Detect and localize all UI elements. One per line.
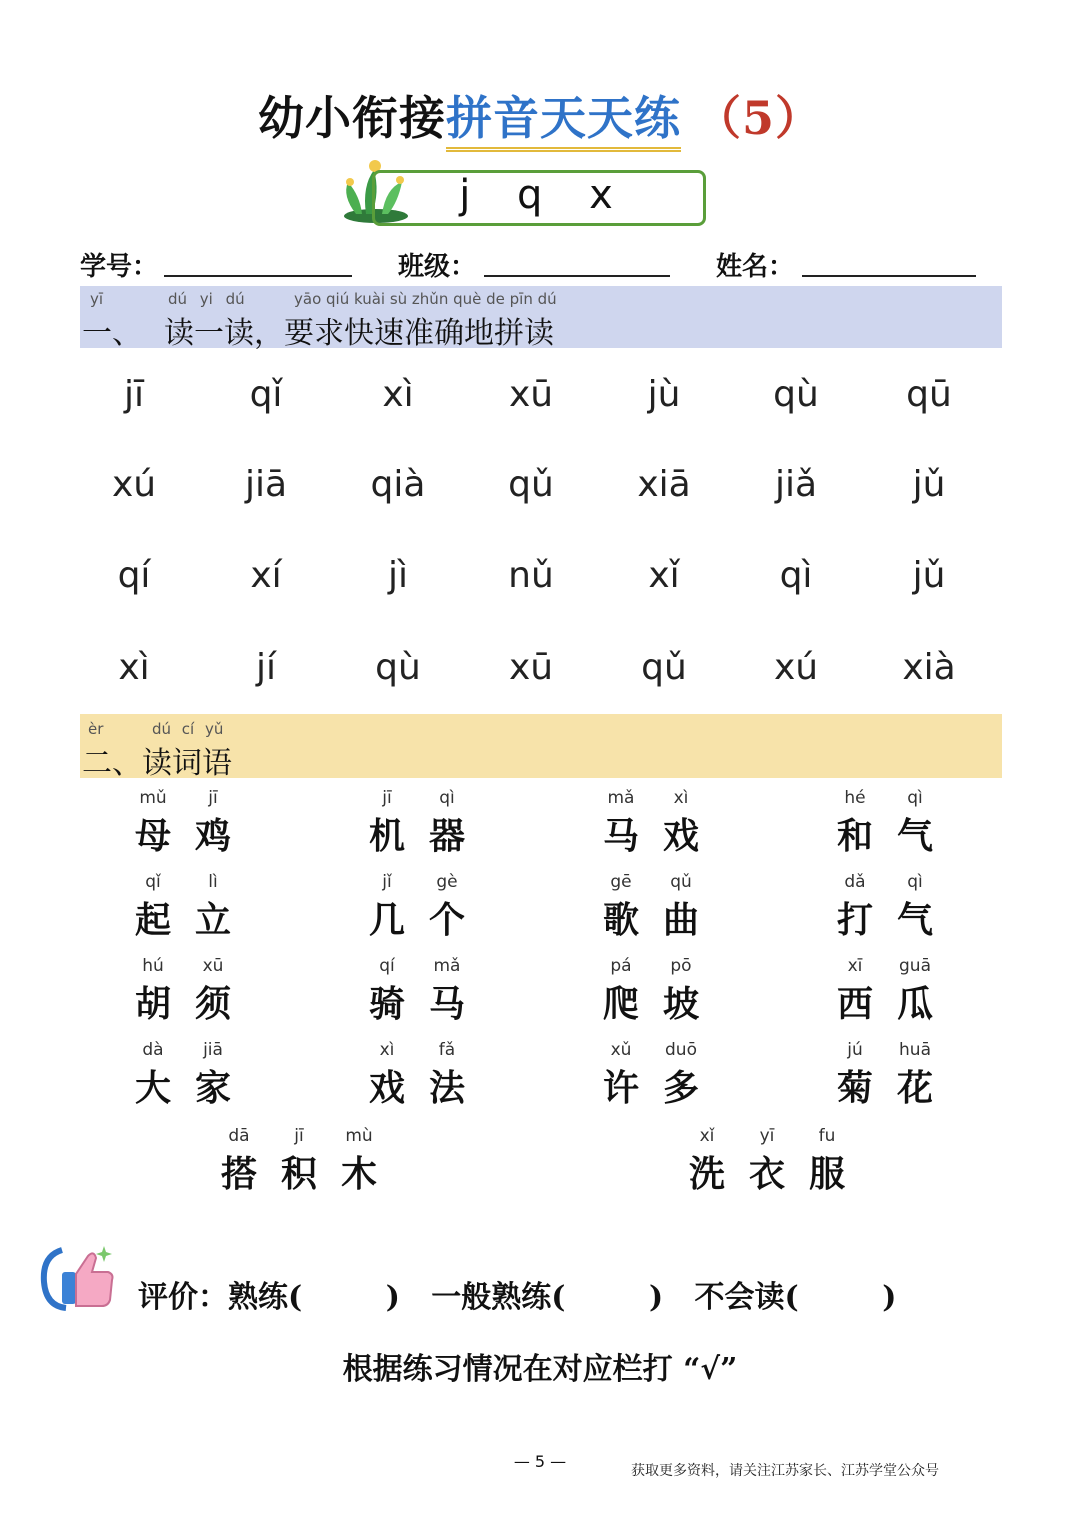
word-char: 器 bbox=[428, 815, 465, 857]
word-pinyin: jǐ bbox=[382, 872, 392, 892]
instruction-note: 根据练习情况在对应栏打 “√” bbox=[342, 1352, 738, 1387]
syllable: xú bbox=[773, 647, 819, 688]
word-pinyin: guā bbox=[899, 956, 931, 976]
word-char: 家 bbox=[194, 1067, 231, 1109]
footer-text: 获取更多资料，请关注江苏家长、江苏学堂公众号 bbox=[631, 1463, 939, 1479]
word-char: 戏 bbox=[662, 815, 699, 857]
syllable: qì bbox=[779, 555, 813, 596]
word-pinyin: qí bbox=[379, 956, 395, 976]
word-pinyin: lì bbox=[208, 872, 218, 892]
name-line bbox=[802, 275, 976, 277]
word-char: 立 bbox=[194, 899, 231, 941]
word-pinyin: gè bbox=[436, 872, 458, 892]
syllable: qū bbox=[906, 374, 952, 415]
phrase-pinyin: jī bbox=[294, 1126, 304, 1146]
word-char: 瓜 bbox=[896, 983, 933, 1025]
syllable: qǐ bbox=[249, 374, 283, 415]
word-pinyin: hú bbox=[142, 956, 164, 976]
word-pinyin: mǔ bbox=[139, 788, 167, 808]
word-char: 爬 bbox=[602, 983, 639, 1025]
section1-pinyin: dú yi dú bbox=[168, 290, 245, 308]
title-part3: （5） bbox=[694, 91, 822, 145]
syllable: qǔ bbox=[641, 647, 687, 688]
phrase-char: 服 bbox=[808, 1153, 845, 1195]
word-pinyin: qǔ bbox=[670, 872, 692, 892]
word-char: 法 bbox=[428, 1067, 465, 1109]
word-pinyin: hé bbox=[844, 788, 866, 808]
syllable: xū bbox=[508, 647, 554, 688]
word-pinyin: jī bbox=[208, 788, 218, 808]
word-char: 多 bbox=[662, 1067, 699, 1109]
evaluation-text: 评价：熟练( ) 一般熟练( ) 不会读( ) bbox=[138, 1280, 897, 1315]
word-pinyin: fǎ bbox=[438, 1040, 456, 1060]
word-char: 机 bbox=[368, 815, 405, 857]
syllable: jǔ bbox=[912, 555, 946, 596]
word-char: 骑 bbox=[368, 983, 405, 1025]
word-pinyin: xī bbox=[847, 956, 863, 976]
word-char: 鸡 bbox=[194, 815, 231, 857]
word-char: 气 bbox=[896, 815, 933, 857]
word-pinyin: qì bbox=[907, 788, 923, 808]
syllable: jì bbox=[387, 555, 408, 596]
syllable: qí bbox=[117, 555, 151, 596]
syllable: qù bbox=[773, 374, 819, 415]
phrase-pinyin: yī bbox=[759, 1126, 775, 1146]
syllable: xǐ bbox=[648, 555, 680, 596]
word-char: 起 bbox=[134, 899, 171, 941]
syllable: jí bbox=[255, 647, 276, 688]
syllable: qià bbox=[370, 464, 426, 505]
syllable: xiā bbox=[637, 464, 691, 505]
syllable: jǔ bbox=[912, 464, 946, 505]
word-pinyin: xǔ bbox=[610, 1040, 632, 1060]
letters-text: j q x bbox=[459, 172, 613, 218]
word-pinyin: qì bbox=[439, 788, 455, 808]
word-char: 坡 bbox=[662, 983, 699, 1025]
word-pinyin: pō bbox=[670, 956, 692, 976]
phrase-pinyin: fu bbox=[818, 1126, 836, 1146]
word-pinyin: mǎ bbox=[607, 788, 635, 808]
word-char: 歌 bbox=[602, 899, 639, 941]
syllable: xià bbox=[902, 647, 956, 688]
word-pinyin: jú bbox=[847, 1040, 863, 1060]
name-label: 姓名： bbox=[716, 252, 795, 282]
word-char: 马 bbox=[602, 815, 639, 857]
word-char: 打 bbox=[836, 899, 873, 941]
syllable: xū bbox=[508, 374, 554, 415]
word-pinyin: gē bbox=[610, 872, 632, 892]
section2-pinyin: dú cí yǔ bbox=[152, 720, 224, 738]
phrase-pinyin: xǐ bbox=[699, 1126, 715, 1146]
syllable: xì bbox=[382, 374, 414, 415]
word-char: 大 bbox=[134, 1067, 171, 1109]
phrase-char: 衣 bbox=[748, 1153, 785, 1195]
title-part2: 拼音天天练 bbox=[446, 91, 681, 152]
word-char: 菊 bbox=[836, 1067, 873, 1109]
word-char: 几 bbox=[368, 899, 405, 941]
word-char: 气 bbox=[896, 899, 933, 941]
thumbs-up-icon bbox=[40, 1242, 120, 1314]
word-pinyin: huā bbox=[899, 1040, 931, 1060]
syllable: jù bbox=[647, 374, 681, 415]
word-char: 许 bbox=[602, 1067, 639, 1109]
section1-number: 一、 bbox=[82, 316, 142, 351]
word-char: 马 bbox=[428, 983, 465, 1025]
syllable: qǔ bbox=[508, 464, 554, 505]
syllable: jiā bbox=[244, 464, 288, 505]
word-char: 西 bbox=[836, 983, 873, 1025]
word-pinyin: pá bbox=[610, 956, 632, 976]
word-char: 胡 bbox=[134, 983, 171, 1025]
page-title bbox=[0, 82, 1080, 148]
word-pinyin: duō bbox=[665, 1040, 697, 1060]
class-line bbox=[484, 275, 670, 277]
syllable: qù bbox=[375, 647, 421, 688]
word-char: 个 bbox=[428, 899, 465, 941]
section2-pinyin: èr bbox=[88, 720, 104, 738]
word-pinyin: qì bbox=[907, 872, 923, 892]
title-part1: 幼小衔接 bbox=[257, 91, 446, 145]
section1-title: 读一读，要求快速准确地拼读 bbox=[164, 316, 554, 351]
phrase-char: 搭 bbox=[220, 1153, 257, 1195]
syllable: jiǎ bbox=[774, 464, 818, 505]
student-number-line bbox=[164, 275, 352, 277]
word-char: 戏 bbox=[368, 1067, 405, 1109]
syllable: xú bbox=[111, 464, 157, 505]
section1-pinyin: yāo qiú kuài sù zhǔn què de pīn dú bbox=[294, 290, 557, 308]
phrase-char: 积 bbox=[280, 1153, 317, 1195]
phrase-char: 木 bbox=[340, 1153, 377, 1195]
word-char: 母 bbox=[134, 815, 171, 857]
word-char: 须 bbox=[194, 983, 231, 1025]
word-char: 花 bbox=[896, 1067, 933, 1109]
word-pinyin: qǐ bbox=[145, 872, 161, 892]
word-pinyin: xì bbox=[673, 788, 689, 808]
syllable: jī bbox=[123, 374, 144, 415]
word-pinyin: jiā bbox=[203, 1040, 223, 1060]
class-label: 班级： bbox=[398, 252, 477, 282]
section1-pinyin: yī bbox=[90, 290, 104, 308]
word-pinyin: xū bbox=[202, 956, 224, 976]
phrase-pinyin: mù bbox=[345, 1126, 373, 1146]
syllable: xí bbox=[250, 555, 282, 596]
word-pinyin: mǎ bbox=[433, 956, 461, 976]
word-pinyin: dǎ bbox=[844, 872, 866, 892]
page-number: — 5 — bbox=[513, 1452, 567, 1471]
word-pinyin: jī bbox=[382, 788, 392, 808]
phrase-pinyin: dā bbox=[228, 1126, 250, 1146]
section2-title: 二、读词语 bbox=[82, 746, 232, 781]
word-char: 曲 bbox=[662, 899, 699, 941]
word-char: 和 bbox=[836, 815, 873, 857]
phrase-char: 洗 bbox=[688, 1153, 725, 1195]
student-number-label: 学号： bbox=[80, 252, 159, 282]
syllable: nǔ bbox=[508, 555, 554, 596]
word-pinyin: xì bbox=[379, 1040, 395, 1060]
syllable: xì bbox=[118, 647, 150, 688]
word-pinyin: dà bbox=[142, 1040, 164, 1060]
